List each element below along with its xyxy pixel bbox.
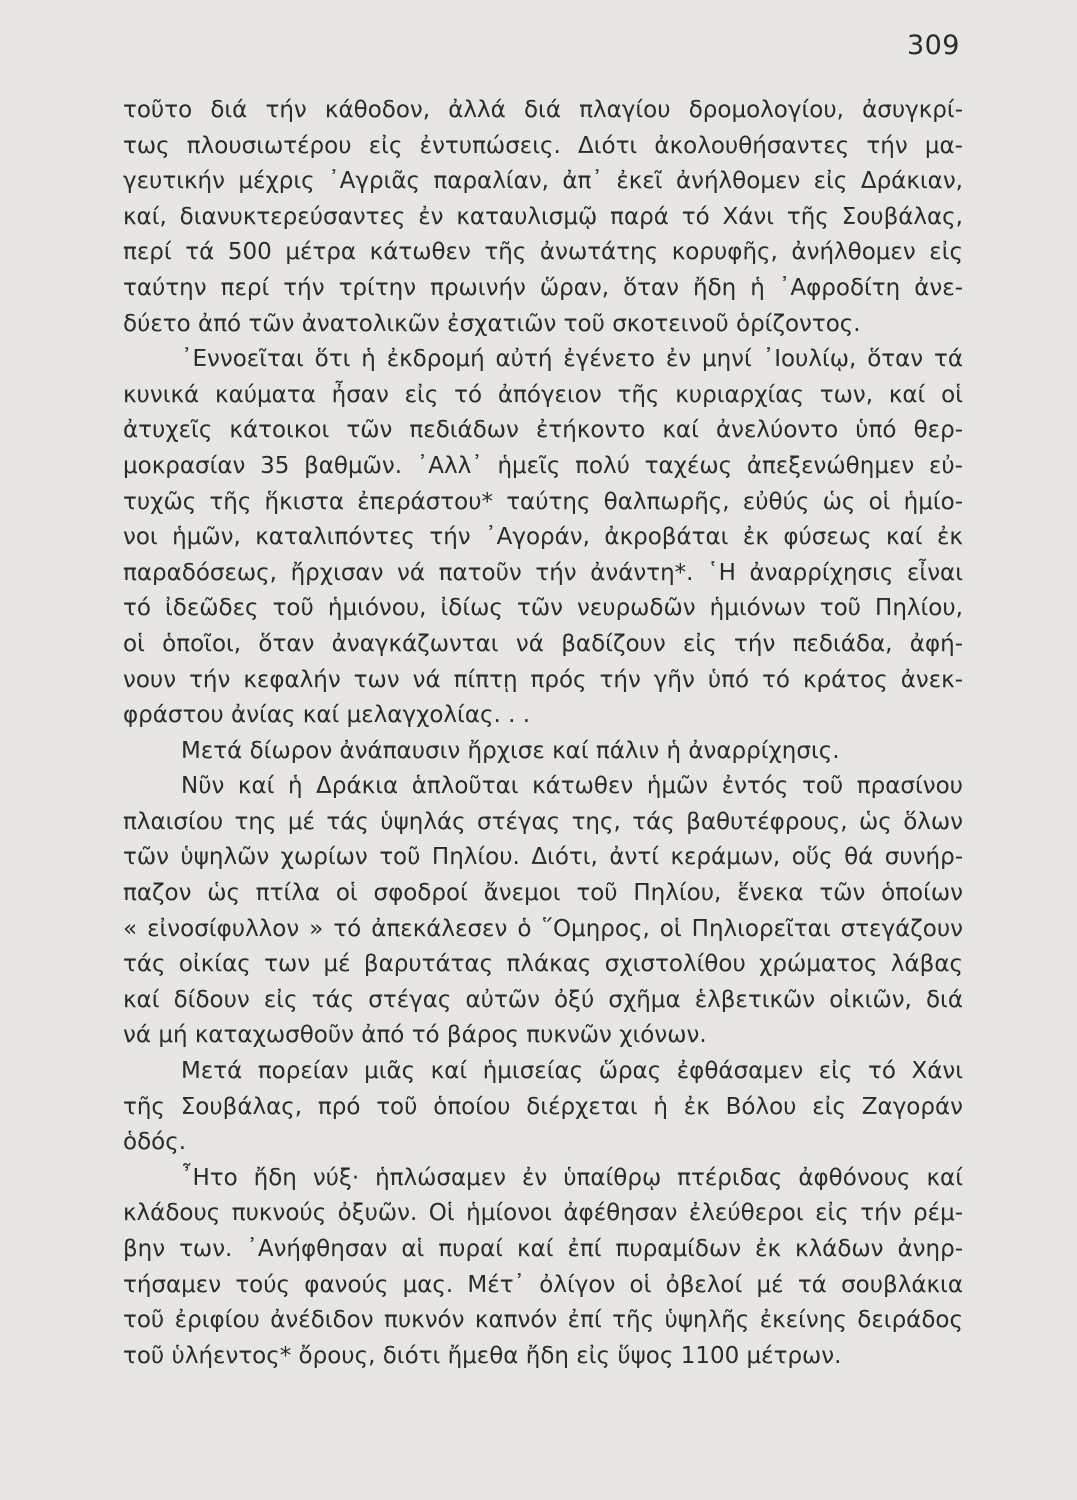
text-line: τό ἰδεῶδες τοῦ ἡμιόνου, ἰδίως τῶν νευρωδῶν ἡμιόνων τοῦ Πηλίου, [123, 595, 963, 622]
text-line: ἀτυχεῖς κάτοικοι τῶν πεδιάδων ἐτήκοντο καί ἀνελύοντο ὑπό θερ- [123, 417, 963, 444]
text-line: βην των. ᾿Ανήφθησαν αἱ πυραί καί ἐπί πυραμίδων ἐκ κλάδων ἀνηρ- [123, 1236, 963, 1262]
text-line: τάς οἰκίας των μέ βαρυτάτας πλάκας σχιστολίθου χρώματος λάβας [123, 951, 963, 978]
page-number: 309 [906, 30, 960, 61]
text-line: περί τά 500 μέτρα κάτωθεν τῆς ἀνωτάτης κορυφῆς, ἀνήλθομεν εἰς [123, 239, 963, 266]
text-line: νουν τήν κεφαλήν των νά πίπτῃ πρός τήν γῆν ὑπό τό κράτος ἀνεκ- [123, 666, 963, 693]
text-line: ῏Ητο ἤδη νύξ· ἡπλώσαμεν ἐν ὑπαίθρῳ πτέριδας ἀφθόνους καί [181, 1164, 963, 1191]
text-line: τῆς Σουβάλας, πρό τοῦ ὁποίου διέρχεται ἡ ἐκ Βόλου εἰς Ζαγοράν [123, 1093, 963, 1120]
text-line: τοῦτο διά τήν κάθοδον, ἀλλά διά πλαγίου δρομολογίου, ἀσυγκρί- [123, 97, 963, 123]
body-text [123, 93, 963, 1374]
text-line: δύετο ἀπό τῶν ἀνατολικῶν ἐσχατιῶν τοῦ σκοτεινοῦ ὁρίζοντος. [123, 310, 861, 337]
text-line: τως πλουσιωτέρου εἰς ἐντυπώσεις. Διότι ἀκολουθήσαντες τήν μα- [123, 132, 963, 159]
text-line: τήσαμεν τούς φανούς μας. Μέτ᾿ ὀλίγον οἱ ὀβελοί μέ τά σουβλάκια [123, 1271, 963, 1298]
text-line: ταύτην περί τήν τρίτην πρωινήν ὥραν, ὅταν ἤδη ἡ ᾿Αφροδίτη ἀνε- [123, 274, 963, 301]
text-line: τοῦ ὑλήεντος* ὄρους, διότι ἤμεθα ἤδη εἰς ὕψος 1100 μέτρων. [123, 1342, 842, 1369]
text-line: φράστου ἀνίας καί μελαγχολίας. . . [123, 702, 531, 729]
text-line: « εἰνοσίφυλλον » τό ἀπεκάλεσεν ὁ ῞Ομηρος, οἱ Πηλιορεῖται στεγάζουν [123, 915, 963, 942]
text-line: γευτικήν μέχρις ᾿Αγριᾶς παραλίαν, ἀπ᾿ ἐκεῖ ἀνήλθομεν εἰς Δράκιαν, [123, 168, 963, 195]
text-line: τυχῶς τῆς ἥκιστα ἐπεράστου* ταύτης θαλπωρῆς, εὐθύς ὡς οἱ ἡμίο- [123, 488, 963, 515]
text-line: ᾿Εννοεῖται ὅτι ἡ ἐκδρομή αὐτή ἐγένετο ἐν μηνί ᾿Ιουλίῳ, ὅταν τά [181, 346, 963, 373]
text-line: νά μή καταχωσθοῦν ἀπό τό βάρος πυκνῶν χιόνων. [123, 1022, 707, 1049]
text-line: οἱ ὁποῖοι, ὅταν ἀναγκάζωνται νά βαδίζουν εἰς τήν πεδιάδα, ἀφή- [123, 630, 963, 657]
text-line: κλάδους πυκνούς ὀξυῶν. Οἱ ἡμίονοι ἀφέθησαν ἐλεύθεροι εἰς τήν ρέμ- [123, 1200, 963, 1227]
text-line: Μετά πορείαν μιᾶς καί ἡμισείας ὥρας ἐφθάσαμεν εἰς τό Χάνι [181, 1058, 963, 1085]
text-line: τῶν ὑψηλῶν χωρίων τοῦ Πηλίου. Διότι, ἀντί κεράμων, οὕς θά συνήρ- [123, 844, 963, 871]
text-line: καί δίδουν εἰς τάς στέγας αὐτῶν ὀξύ σχῆμα ἑλβετικῶν οἰκιῶν, διά [123, 986, 963, 1013]
text-line: μοκρασίαν 35 βαθμῶν. ᾿Αλλ᾿ ἡμεῖς πολύ ταχέως ἀπεξενώθημεν εὐ- [123, 452, 963, 479]
text-line: παζον ὡς πτίλα οἱ σφοδροί ἄνεμοι τοῦ Πηλίου, ἕνεκα τῶν ὁποίων [123, 880, 963, 907]
text-line: τοῦ ἐριφίου ἀνέδιδον πυκνόν καπνόν ἐπί τῆς ὑψηλῆς ἐκείνης δειράδος [123, 1307, 963, 1334]
text-line: Μετά δίωρον ἀνάπαυσιν ἤρχισε καί πάλιν ἡ ἀναρρίχησις. [181, 737, 840, 764]
text-line: πλαισίου της μέ τάς ὑψηλάς στέγας της, τάς βαθυτέφρους, ὡς ὅλων [123, 808, 963, 835]
text-line: παραδόσεως, ἤρχισαν νά πατοῦν τήν ἀνάντη*. ῾Η ἀναρρίχησις εἶναι [123, 559, 963, 586]
text-line: νοι ἡμῶν, καταλιπόντες τήν ᾿Αγοράν, ἀκροβάται ἐκ φύσεως καί ἐκ [123, 524, 963, 551]
text-line: Νῦν καί ἡ Δράκια ἁπλοῦται κάτωθεν ἡμῶν ἐντός τοῦ πρασίνου [181, 773, 963, 800]
text-line: κυνικά καύματα ἦσαν εἰς τό ἀπόγειον τῆς κυριαρχίας των, καί οἱ [123, 381, 963, 408]
text-line: καί, διανυκτερεύσαντες ἐν καταυλισμῷ παρά τό Χάνι τῆς Σουβάλας, [123, 203, 963, 230]
text-line: ὁδός. [123, 1129, 187, 1156]
